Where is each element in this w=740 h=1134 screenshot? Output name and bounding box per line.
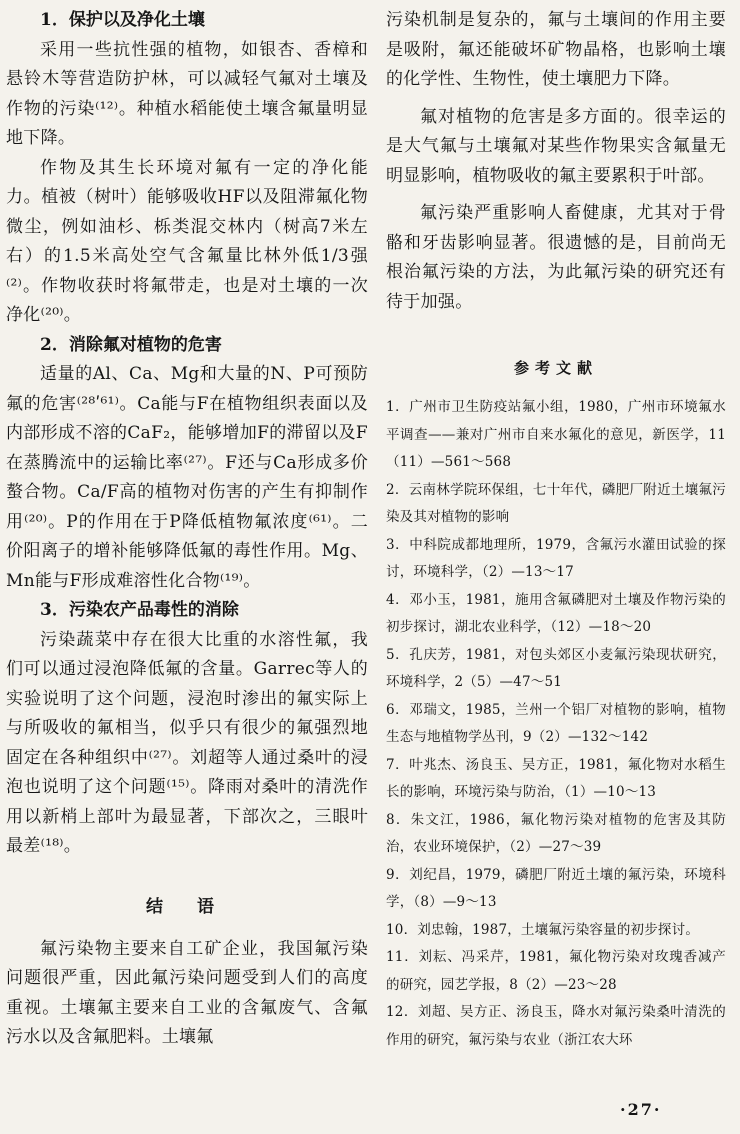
reference-item: 2．云南林学院环保组，七十年代，磷肥厂附近土壤氟污染及其对植物的影响 (386, 481, 726, 525)
paragraph: 氟污染物主要来自工矿企业，我国氟污染问题很严重，因此氟污染问题受到人们的高度重视。土壤氟主要来自工业的含氟废气、含氟污水以及含氟肥料。土壤氟 (6, 938, 368, 1047)
left-column (6, 6, 368, 1053)
references-list (386, 394, 726, 1054)
reference-item: 5．孔庆芳，1981，对包头郊区小麦氟污染现状研究，环境科学，2（5）—47～51 (386, 646, 726, 690)
conclusion-title: 结 语 (146, 896, 228, 917)
reference-item: 9．刘纪昌，1979，磷肥厂附近土壤的氟污染，环境科学，（8）—9～13 (386, 866, 726, 910)
section-heading-3: 3．污染农产品毒性的消除 (40, 600, 239, 620)
paragraph: 污染蔬菜中存在很大比重的水溶性氟，我们可以通过浸泡降低氟的含量。Garrec等人的实验说明了这个问题，浸泡时渗出的氟实际上与所吸收的氟相当，似乎只有很少的氟强烈地固定在各种组织中⁽²⁷⁾。刘超等人通过桑叶的浸泡也说明了这个问题⁽¹⁵⁾。降雨对桑叶的清洗作用以新梢上部叶为最显著，下部次之，三眼叶最差⁽¹⁸⁾。 (6, 629, 368, 856)
page-number: ·27· (620, 1100, 662, 1119)
paragraph: 适量的Al、Ca、Mg和大量的N、P可预防氟的危害⁽²⁸ʹ⁶¹⁾。Ca能与F在植物组织表面以及内部形成不溶的CaF₂，能够增加F的滞留以及F在蒸腾流中的运输比率⁽²⁷⁾。F还与Ca形成多价螯合物。Ca/F高的植物对伤害的产生有抑制作用⁽²⁰⁾。P的作用在于P降低植物氟浓度⁽⁶¹⁾。二价阳离子的增补能够降低氟的毒性作用。Mg、Mn能与F形成难溶性化合物⁽¹⁹⁾。 (6, 364, 368, 591)
reference-item: 3．中科院成都地理所，1979，含氟污水灌田试验的探讨，环境科学，（2）—13～17 (386, 536, 726, 580)
paragraph: 采用一些抗性强的植物，如银杏、香樟和悬铃木等营造防护林，可以减轻气氟对土壤及作物的污染⁽¹²⁾。种植水稻能使土壤含氟量明显地下降。 (6, 39, 368, 148)
references-title: 参考文献 (513, 359, 598, 377)
reference-item: 12．刘超、吴方正、汤良玉，降水对氟污染桑叶清洗的作用的研究，氟污染与农业（浙江农大环 (386, 1004, 726, 1048)
reference-item: 6．邓瑞文，1985，兰州一个铝厂对植物的影响，植物生态与地植物学丛刊，9（2）—132～142 (386, 701, 726, 745)
reference-item: 10．刘忠翰，1987，土壤氟污染容量的初步探讨。 (386, 921, 700, 938)
paragraph: 氟对植物的危害是多方面的。很幸运的是大气氟与土壤氟对某些作物果实含氟量无明显影响，植物吸收的氟主要累积于叶部。 (386, 106, 726, 186)
reference-item: 11．刘耘、冯采芹，1981，氟化物污染对玫瑰香减产的研究，园艺学报，8（2）—23～28 (386, 949, 726, 993)
section-heading-2: 2．消除氟对植物的危害 (40, 334, 222, 355)
reference-item: 7．叶兆杰、汤良玉、吴方正，1981，氟化物对水稻生长的影响，环境污染与防治，（1）—10～13 (386, 756, 726, 800)
right-column (386, 6, 726, 1054)
section-heading-1: 1．保护以及净化土壤 (40, 10, 205, 30)
paragraph-continued: 污染机制是复杂的，氟与土壤间的作用主要是吸附，氟还能破坏矿物晶格，也影响土壤的化学性、生物性，使土壤肥力下降。 (386, 10, 726, 89)
paragraph: 氟污染严重影响人畜健康，尤其对于骨骼和牙齿影响显著。很遗憾的是，目前尚无根治氟污染的方法，为此氟污染的研究还有待于加强。 (386, 203, 726, 312)
reference-item: 4．邓小玉，1981，施用含氟磷肥对土壤及作物污染的初步探讨，湖北农业科学，（12）—18～20 (386, 591, 726, 635)
paragraph: 作物及其生长环境对氟有一定的净化能力。植被（树叶）能够吸收HF以及阻滞氟化物微尘，例如油杉、栎类混交林内（树高7米左右）的1.5米高处空气含氟量比林外低1/3强⁽²⁾。作物收获时将氟带走，也是对土壤的一次净化⁽²⁰⁾。 (6, 157, 368, 325)
reference-item: 8．朱文江，1986，氟化物污染对植物的危害及其防治，农业环境保护，（2）—27～39 (386, 811, 726, 855)
reference-item: 1．广州市卫生防疫站氟小组，1980，广州市环境氟水平调查——兼对广州市自来水氟化的意见，新医学，11（11）—561～568 (386, 399, 726, 470)
